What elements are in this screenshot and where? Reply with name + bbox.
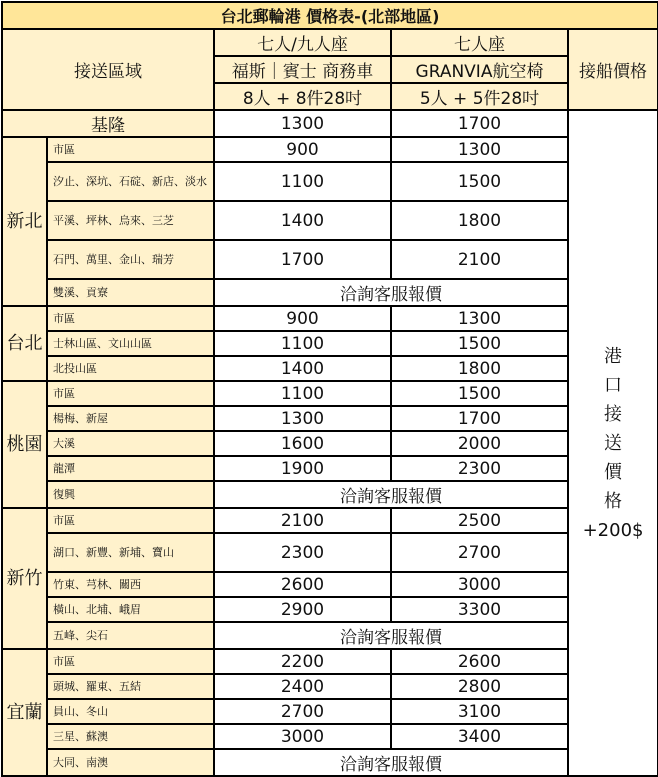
price-cell: 1300 — [214, 110, 391, 137]
table-row — [2, 240, 658, 279]
side-note-amount: +200$ — [582, 519, 644, 541]
price-table — [1, 1, 658, 777]
side-note-char: 接 — [604, 403, 623, 425]
price-cell: 2800 — [391, 674, 568, 699]
quote-cell: 洽詢客服報價 — [214, 279, 568, 306]
area-name: 汐止、深坑、石碇、新店、淡水 — [47, 162, 214, 201]
table-row — [2, 481, 658, 508]
area-name: 楊梅、新屋 — [47, 406, 214, 431]
table-row — [2, 381, 658, 406]
price-cell: 2500 — [391, 508, 568, 533]
price-cell: 1900 — [214, 456, 391, 481]
price-cell: 1100 — [214, 381, 391, 406]
price-cell: 1700 — [391, 110, 568, 137]
header-col2-capacity: 5人 + 5件28吋 — [391, 83, 568, 110]
table-row — [2, 279, 658, 306]
area-name: 員山、冬山 — [47, 699, 214, 724]
table-row — [2, 356, 658, 381]
price-cell: 2300 — [391, 456, 568, 481]
price-cell: 900 — [214, 306, 391, 331]
table-row — [2, 699, 658, 724]
price-cell: 1100 — [214, 331, 391, 356]
area-name: 湖口、新豐、新埔、寶山 — [47, 533, 214, 572]
price-cell: 1300 — [214, 406, 391, 431]
price-cell: 3000 — [391, 572, 568, 597]
area-name: 市區 — [47, 649, 214, 674]
side-note-char: 格 — [604, 490, 623, 512]
area-name: 大溪 — [47, 431, 214, 456]
price-cell: 1700 — [214, 240, 391, 279]
table-row — [2, 597, 658, 622]
price-cell: 2300 — [214, 533, 391, 572]
price-cell: 1500 — [391, 381, 568, 406]
price-cell: 1500 — [391, 331, 568, 356]
price-cell: 2100 — [214, 508, 391, 533]
header-pickup: 接船價格 — [568, 29, 658, 110]
price-cell: 1100 — [214, 162, 391, 201]
area-name: 五峰、尖石 — [47, 622, 214, 649]
price-cell: 1400 — [214, 356, 391, 381]
table-row — [2, 406, 658, 431]
price-cell: 2100 — [391, 240, 568, 279]
area-name: 復興 — [47, 481, 214, 508]
area-name: 龍潭 — [47, 456, 214, 481]
quote-cell: 洽詢客服報價 — [214, 481, 568, 508]
table-row — [2, 306, 658, 331]
header-col1-model: 福斯｜賓士 商務車 — [214, 56, 391, 83]
region-name: 宜蘭 — [2, 649, 47, 776]
area-name: 市區 — [47, 137, 214, 162]
area-name: 雙溪、貢寮 — [47, 279, 214, 306]
price-cell: 2600 — [214, 572, 391, 597]
table-row — [2, 162, 658, 201]
area-name: 竹東、芎林、關西 — [47, 572, 214, 597]
price-cell: 1700 — [391, 406, 568, 431]
header-col1-seats: 七人/九人座 — [214, 29, 391, 56]
header-col2-seats: 七人座 — [391, 29, 568, 56]
table-row — [2, 724, 658, 749]
region-name: 新竹 — [2, 508, 47, 649]
table-title: 台北郵輪港 價格表-(北部地區) — [2, 2, 658, 29]
table-row — [2, 456, 658, 481]
side-note-char: 口 — [604, 374, 623, 396]
table-row-keelung — [2, 110, 658, 137]
port-surcharge-note — [568, 110, 658, 776]
side-note-char: 送 — [604, 432, 623, 454]
price-cell: 1400 — [214, 201, 391, 240]
price-cell: 3100 — [391, 699, 568, 724]
area-name: 市區 — [47, 306, 214, 331]
region-name: 新北 — [2, 137, 47, 306]
area-name: 頭城、羅東、五結 — [47, 674, 214, 699]
price-cell: 1800 — [391, 201, 568, 240]
price-cell: 2600 — [391, 649, 568, 674]
price-cell: 900 — [214, 137, 391, 162]
table-row — [2, 201, 658, 240]
area-name: 三星、蘇澳 — [47, 724, 214, 749]
price-cell: 3300 — [391, 597, 568, 622]
price-cell: 2000 — [391, 431, 568, 456]
price-cell: 2700 — [391, 533, 568, 572]
price-cell: 2700 — [214, 699, 391, 724]
header-col2-model: GRANVIA航空椅 — [391, 56, 568, 83]
region-name: 台北 — [2, 306, 47, 381]
table-row — [2, 572, 658, 597]
table-row — [2, 674, 658, 699]
table-row — [2, 649, 658, 674]
price-cell: 2200 — [214, 649, 391, 674]
table-row — [2, 533, 658, 572]
table-row — [2, 331, 658, 356]
quote-cell: 洽詢客服報價 — [214, 622, 568, 649]
area-name: 士林山區、文山山區 — [47, 331, 214, 356]
price-cell: 2400 — [214, 674, 391, 699]
price-cell: 3000 — [214, 724, 391, 749]
table-row — [2, 622, 658, 649]
region-keelung: 基隆 — [2, 110, 214, 137]
price-cell: 1300 — [391, 306, 568, 331]
price-cell: 1300 — [391, 137, 568, 162]
side-note-char: 價 — [604, 461, 623, 483]
area-name: 北投山區 — [47, 356, 214, 381]
header-area: 接送區域 — [2, 29, 214, 110]
price-cell: 2900 — [214, 597, 391, 622]
price-cell: 1600 — [214, 431, 391, 456]
side-note-char: 港 — [604, 345, 623, 367]
table-row — [2, 508, 658, 533]
area-name: 平溪、坪林、烏來、三芝 — [47, 201, 214, 240]
area-name: 市區 — [47, 508, 214, 533]
quote-cell: 洽詢客服報價 — [214, 749, 568, 776]
area-name: 市區 — [47, 381, 214, 406]
table-row — [2, 431, 658, 456]
price-cell: 1500 — [391, 162, 568, 201]
area-name: 橫山、北埔、峨眉 — [47, 597, 214, 622]
header-col1-capacity: 8人 + 8件28吋 — [214, 83, 391, 110]
area-name: 石門、萬里、金山、瑞芳 — [47, 240, 214, 279]
region-name: 桃園 — [2, 381, 47, 508]
price-cell: 1800 — [391, 356, 568, 381]
table-row — [2, 137, 658, 162]
price-cell: 3400 — [391, 724, 568, 749]
area-name: 大同、南澳 — [47, 749, 214, 776]
